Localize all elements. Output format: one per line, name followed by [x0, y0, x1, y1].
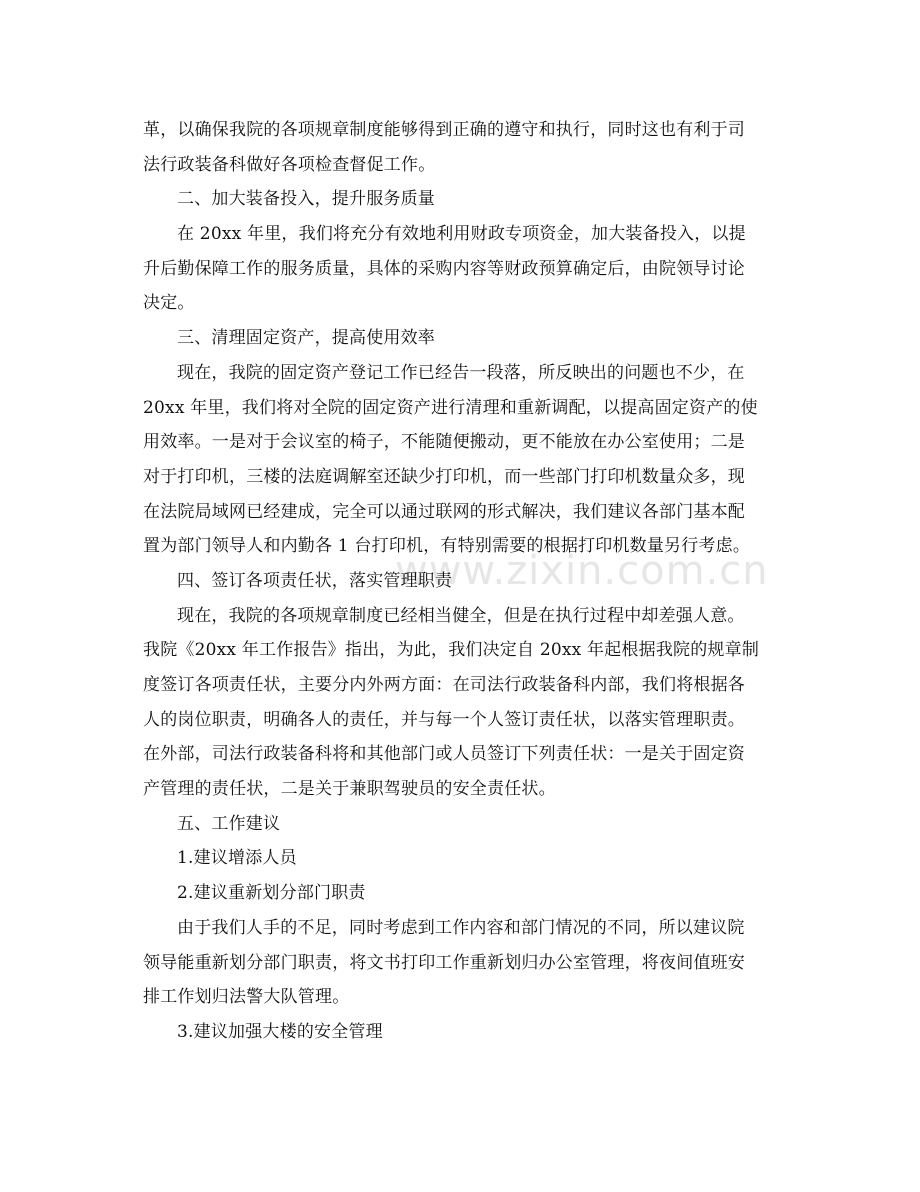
watermark: www.zixin.com.cn	[395, 548, 769, 594]
paragraph-line: 置为部门领导人和内勤各 1 台打印机，有特别需要的根据打印机数量另行考虑。	[143, 536, 751, 557]
paragraph-line: 20xx 年里，我们将对全院的固定资产进行清理和重新调配，以提高固定资产的使	[143, 397, 758, 418]
paragraph-line: 现在，我院的固定资产登记工作已经告一段落，所反映出的问题也不少，在	[177, 362, 745, 383]
paragraph-line: 革，以确保我院的各项规章制度能够得到正确的遵守和执行，同时这也有利于司	[143, 120, 745, 140]
paragraph-line: 我院《20xx 年工作报告》指出，为此，我们决定自 20xx 年起根据我院的规章制	[143, 640, 760, 661]
paragraph-line: 排工作划归法警大队管理。	[143, 987, 350, 1008]
list-item: 3.建议加强大楼的安全管理	[177, 1021, 383, 1042]
paragraph-line: 领导能重新划分部门职责，将文书打印工作重新划归办公室管理，将夜间值班安	[143, 952, 745, 973]
paragraph-line: 度签订各项责任状，主要分内外两方面：在司法行政装备科内部，我们将根据各	[143, 675, 745, 695]
section-heading: 四、签订各项责任状，落实管理职责	[177, 570, 453, 591]
paragraph-line: 产管理的责任状，二是关于兼职驾驶员的安全责任状。	[143, 779, 556, 800]
paragraph-line: 法行政装备科做好各项检查督促工作。	[143, 154, 436, 175]
paragraph-line: 在法院局域网已经建成，完全可以通过联网的形式解决，我们建议各部门基本配	[143, 501, 745, 522]
paragraph-line: 人的岗位职责，明确各人的责任，并与每一个人签订责任状，以落实管理职责。	[143, 709, 745, 730]
section-heading: 三、清理固定资产，提高使用效率	[177, 328, 435, 349]
section-heading: 五、工作建议	[177, 813, 281, 834]
paragraph-line: 决定。	[143, 293, 195, 314]
list-item: 2.建议重新划分部门职责	[177, 883, 366, 904]
document-body	[143, 113, 775, 1050]
section-heading: 二、加大装备投入，提升服务质量	[177, 189, 435, 210]
paragraph-line: 用效率。一是对于会议室的椅子，不能随便搬动，更不能放在办公室使用；二是	[143, 432, 745, 453]
paragraph-line: 在 20xx 年里，我们将充分有效地利用财政专项资金，加大装备投入，以提	[177, 224, 746, 245]
paragraph-line: 对于打印机，三楼的法庭调解室还缺少打印机，而一些部门打印机数量众多，现	[143, 466, 745, 487]
list-item: 1.建议增添人员	[177, 848, 297, 869]
paragraph-line: 在外部，司法行政装备科将和其他部门或人员签订下列责任状：一是关于固定资	[143, 744, 745, 765]
paragraph-line: 升后勤保障工作的服务质量，具体的采购内容等财政预算确定后，由院领导讨论	[143, 258, 745, 279]
paragraph-line: 由于我们人手的不足，同时考虑到工作内容和部门情况的不同，所以建议院	[177, 917, 745, 938]
paragraph-line: 现在，我院的各项规章制度已经相当健全，但是在执行过程中却差强人意。	[177, 605, 745, 626]
